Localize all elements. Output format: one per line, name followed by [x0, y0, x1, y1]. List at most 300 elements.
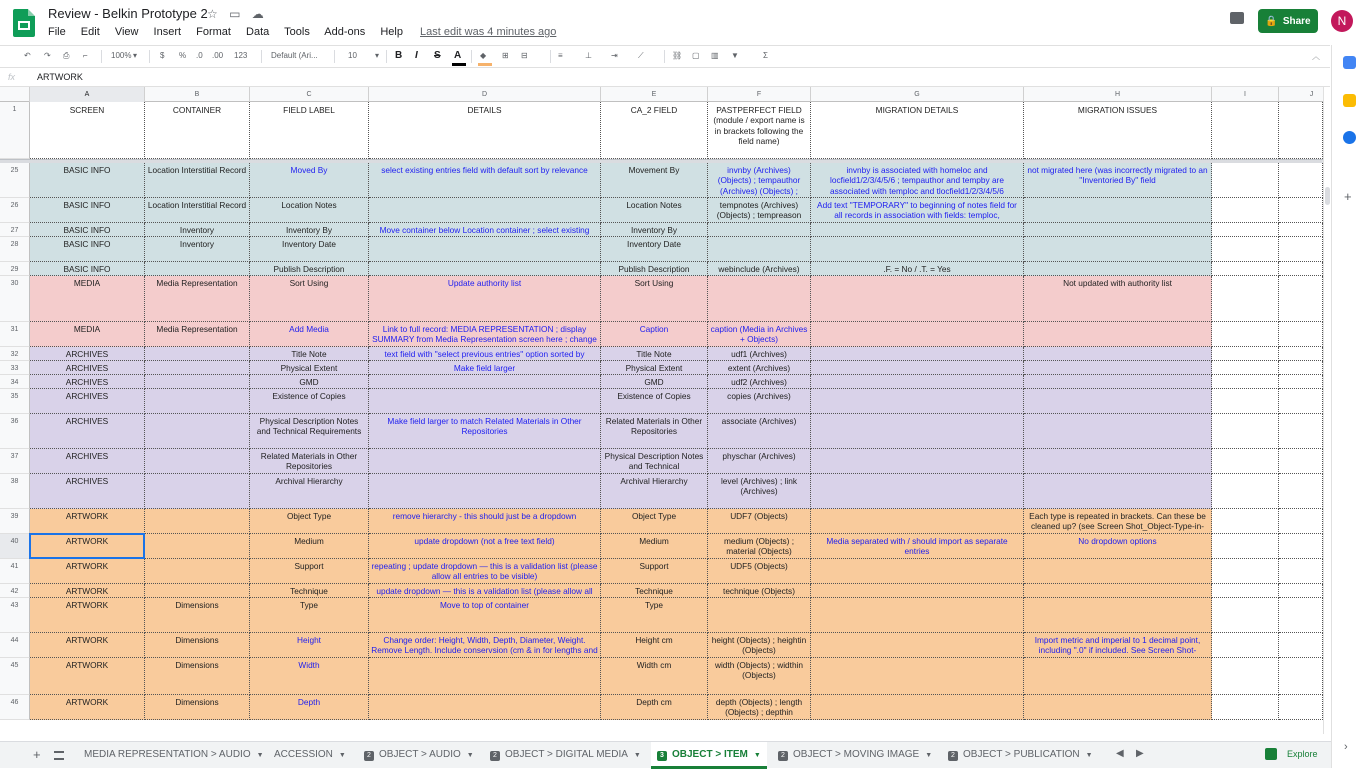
- menu-tools[interactable]: Tools: [284, 26, 310, 38]
- row-header[interactable]: 30: [0, 276, 30, 322]
- merge-cells-icon[interactable]: ⊟: [521, 51, 528, 60]
- cell-e[interactable]: Width cm: [601, 658, 708, 695]
- row-header[interactable]: 44: [0, 633, 30, 658]
- calendar-icon[interactable]: [1343, 56, 1356, 69]
- keep-icon[interactable]: [1343, 94, 1356, 107]
- cell-b[interactable]: Media Representation: [145, 322, 250, 347]
- cell-b[interactable]: [145, 534, 250, 559]
- cell-a[interactable]: ARTWORK: [30, 658, 145, 695]
- cell-g[interactable]: [811, 633, 1024, 658]
- cell-c[interactable]: Height: [250, 633, 369, 658]
- cell-h[interactable]: [1024, 198, 1212, 223]
- cell-i[interactable]: [1212, 449, 1279, 474]
- last-edit-link[interactable]: Last edit was 4 minutes ago: [420, 26, 557, 38]
- cell-c[interactable]: Existence of Copies: [250, 389, 369, 414]
- cell-c[interactable]: Physical Description Notes and Technical Requirements: [250, 414, 369, 449]
- bold-button[interactable]: B: [395, 50, 403, 61]
- cell-c[interactable]: Sort Using: [250, 276, 369, 322]
- cell-d[interactable]: repeating ; update dropdown — this is a validation list (please allow all entries to be visible): [369, 559, 601, 584]
- cell-a[interactable]: ARCHIVES: [30, 375, 145, 389]
- cell-i[interactable]: [1212, 361, 1279, 375]
- cell-h[interactable]: [1024, 375, 1212, 389]
- cell-i[interactable]: [1212, 474, 1279, 509]
- cell-a[interactable]: ARTWORK: [30, 559, 145, 584]
- cell-b[interactable]: Inventory: [145, 223, 250, 237]
- cell-c[interactable]: Medium: [250, 534, 369, 559]
- cell-j[interactable]: [1279, 347, 1323, 361]
- cell-i[interactable]: [1212, 237, 1279, 262]
- row-header[interactable]: 25: [0, 163, 30, 198]
- menu-addons[interactable]: Add-ons: [324, 26, 366, 38]
- cell-i[interactable]: [1212, 322, 1279, 347]
- column-header-g[interactable]: G: [811, 87, 1024, 102]
- insert-chart-icon[interactable]: ▥: [711, 51, 719, 60]
- cell-h[interactable]: Not updated with authority list: [1024, 276, 1212, 322]
- header-cell-a[interactable]: SCREEN: [30, 102, 145, 159]
- expand-panel-icon[interactable]: ›: [1344, 741, 1348, 753]
- column-header-d[interactable]: D: [369, 87, 601, 102]
- cell-d[interactable]: update dropdown (not a free text field): [369, 534, 601, 559]
- horizontal-align-icon[interactable]: ≡: [558, 51, 563, 60]
- cell-h[interactable]: [1024, 322, 1212, 347]
- cell-g[interactable]: Add text "TEMPORARY" to beginning of notes field for all records in association with fields: temploc,: [811, 198, 1024, 223]
- cell-a[interactable]: ARCHIVES: [30, 389, 145, 414]
- menu-insert[interactable]: Insert: [153, 26, 182, 38]
- cell-i[interactable]: [1212, 389, 1279, 414]
- share-button[interactable]: 🔒 Share: [1258, 9, 1318, 33]
- cell-h[interactable]: [1024, 449, 1212, 474]
- cell-d[interactable]: [369, 658, 601, 695]
- cell-g[interactable]: [811, 474, 1024, 509]
- cell-j[interactable]: [1279, 375, 1323, 389]
- insert-link-icon[interactable]: ⛓: [672, 51, 683, 60]
- cell-j[interactable]: [1279, 474, 1323, 509]
- cell-c[interactable]: Archival Hierarchy: [250, 474, 369, 509]
- cell-j[interactable]: [1279, 695, 1323, 720]
- header-cell-j[interactable]: [1279, 102, 1323, 159]
- cell-c[interactable]: Moved By: [250, 163, 369, 198]
- cell-b[interactable]: [145, 361, 250, 375]
- cell-c[interactable]: GMD: [250, 375, 369, 389]
- chevron-down-icon[interactable]: ▼: [466, 752, 474, 759]
- currency-format-button[interactable]: $: [160, 51, 165, 60]
- column-header-j[interactable]: J: [1279, 87, 1323, 102]
- cell-f[interactable]: invnby (Archives) (Objects) ; tempauthor (Archives) (Objects) ;: [708, 163, 811, 198]
- cell-b[interactable]: Location Interstitial Record: [145, 198, 250, 223]
- scroll-tabs-right-icon[interactable]: ▶: [1136, 748, 1144, 759]
- cell-j[interactable]: [1279, 198, 1323, 223]
- sheet-tab[interactable]: [772, 742, 938, 768]
- row-header[interactable]: 33: [0, 361, 30, 375]
- cell-a[interactable]: BASIC INFO: [30, 163, 145, 198]
- borders-icon[interactable]: ⊞: [502, 51, 509, 60]
- cell-g[interactable]: [811, 223, 1024, 237]
- cell-c[interactable]: Inventory Date: [250, 237, 369, 262]
- cell-j[interactable]: [1279, 414, 1323, 449]
- cell-c[interactable]: Object Type: [250, 509, 369, 534]
- cell-j[interactable]: [1279, 262, 1323, 276]
- row-header[interactable]: 42: [0, 584, 30, 598]
- cell-a[interactable]: ARTWORK: [30, 534, 145, 559]
- cell-g[interactable]: [811, 347, 1024, 361]
- row-header[interactable]: 34: [0, 375, 30, 389]
- cell-c[interactable]: Title Note: [250, 347, 369, 361]
- cell-d[interactable]: [369, 198, 601, 223]
- cell-i[interactable]: [1212, 276, 1279, 322]
- cell-e[interactable]: Location Notes: [601, 198, 708, 223]
- sheets-logo-icon[interactable]: [13, 9, 35, 37]
- cell-d[interactable]: Link to full record: MEDIA REPRESENTATION ; display SUMMARY from Media Representation screen here ; change: [369, 322, 601, 347]
- cell-b[interactable]: [145, 509, 250, 534]
- cell-i[interactable]: [1212, 414, 1279, 449]
- cell-d[interactable]: Move to top of container: [369, 598, 601, 633]
- cell-e[interactable]: Movement By: [601, 163, 708, 198]
- column-header-a[interactable]: A: [30, 87, 145, 102]
- cell-h[interactable]: [1024, 347, 1212, 361]
- cell-g[interactable]: invnby is associated with homeloc and locfield1/2/3/4/5/6 ; tempauthor and tempby are associated with temploc and tlocfield1/2/3/4/5/6: [811, 163, 1024, 198]
- row-header[interactable]: 28: [0, 237, 30, 262]
- cell-j[interactable]: [1279, 223, 1323, 237]
- cell-d[interactable]: Change order: Height, Width, Depth, Diameter, Weight. Remove Length. Include conservsion (cm & in for lengths and: [369, 633, 601, 658]
- cell-j[interactable]: [1279, 361, 1323, 375]
- cell-f[interactable]: udf1 (Archives): [708, 347, 811, 361]
- cell-e[interactable]: Archival Hierarchy: [601, 474, 708, 509]
- functions-icon[interactable]: Σ: [763, 51, 768, 60]
- cell-g[interactable]: [811, 584, 1024, 598]
- cell-j[interactable]: [1279, 389, 1323, 414]
- cell-a[interactable]: MEDIA: [30, 276, 145, 322]
- cell-f[interactable]: [708, 223, 811, 237]
- menu-edit[interactable]: Edit: [80, 26, 100, 38]
- cell-j[interactable]: [1279, 322, 1323, 347]
- vertical-align-icon[interactable]: ⊥: [585, 51, 592, 60]
- row-header[interactable]: 43: [0, 598, 30, 633]
- cell-a[interactable]: ARCHIVES: [30, 414, 145, 449]
- cell-f[interactable]: width (Objects) ; widthin (Objects): [708, 658, 811, 695]
- cell-b[interactable]: Dimensions: [145, 598, 250, 633]
- sheet-tab[interactable]: [78, 742, 270, 768]
- header-cell-d[interactable]: DETAILS: [369, 102, 601, 159]
- cell-g[interactable]: .F. = No / .T. = Yes: [811, 262, 1024, 276]
- text-wrap-icon[interactable]: ⇥: [611, 51, 618, 60]
- font-select[interactable]: Default (Ari...: [271, 51, 318, 60]
- cell-f[interactable]: UDF5 (Objects): [708, 559, 811, 584]
- cell-f[interactable]: level (Archives) ; link (Archives): [708, 474, 811, 509]
- cell-j[interactable]: [1279, 534, 1323, 559]
- cell-i[interactable]: [1212, 198, 1279, 223]
- cell-d[interactable]: [369, 695, 601, 720]
- sheet-tab[interactable]: [651, 742, 767, 769]
- text-rotate-icon[interactable]: ⟋: [638, 51, 644, 60]
- cell-d[interactable]: Make field larger: [369, 361, 601, 375]
- cell-j[interactable]: [1279, 633, 1323, 658]
- cell-c[interactable]: Support: [250, 559, 369, 584]
- cell-h[interactable]: [1024, 695, 1212, 720]
- sheet-tab[interactable]: [358, 742, 480, 768]
- cell-h[interactable]: [1024, 237, 1212, 262]
- cell-c[interactable]: Publish Description: [250, 262, 369, 276]
- header-cell-c[interactable]: FIELD LABEL: [250, 102, 369, 159]
- cell-e[interactable]: GMD: [601, 375, 708, 389]
- cell-a[interactable]: ARTWORK: [30, 509, 145, 534]
- menu-help[interactable]: Help: [380, 26, 403, 38]
- cell-f[interactable]: technique (Objects): [708, 584, 811, 598]
- cell-i[interactable]: [1212, 559, 1279, 584]
- row-header[interactable]: 27: [0, 223, 30, 237]
- chevron-down-icon[interactable]: ▼: [338, 752, 346, 759]
- cell-d[interactable]: [369, 375, 601, 389]
- cell-f[interactable]: associate (Archives): [708, 414, 811, 449]
- cell-g[interactable]: [811, 276, 1024, 322]
- cell-i[interactable]: [1212, 262, 1279, 276]
- cell-i[interactable]: [1212, 163, 1279, 198]
- avatar[interactable]: N: [1331, 10, 1353, 32]
- header-cell-h[interactable]: MIGRATION ISSUES: [1024, 102, 1212, 159]
- cell-h[interactable]: [1024, 262, 1212, 276]
- frozen-row-divider[interactable]: [0, 159, 1323, 163]
- cell-j[interactable]: [1279, 658, 1323, 695]
- cell-i[interactable]: [1212, 534, 1279, 559]
- cell-f[interactable]: udf2 (Archives): [708, 375, 811, 389]
- cell-i[interactable]: [1212, 598, 1279, 633]
- cell-f[interactable]: medium (Objects) ; material (Objects): [708, 534, 811, 559]
- row-header[interactable]: 31: [0, 322, 30, 347]
- row-header[interactable]: 32: [0, 347, 30, 361]
- cell-i[interactable]: [1212, 509, 1279, 534]
- cell-h[interactable]: not migrated here (was incorrectly migrated to an "Inventoried By" field: [1024, 163, 1212, 198]
- cell-h[interactable]: [1024, 658, 1212, 695]
- font-size-select[interactable]: 10: [348, 51, 357, 60]
- cell-f[interactable]: [708, 598, 811, 633]
- cell-e[interactable]: Height cm: [601, 633, 708, 658]
- sheet-tab[interactable]: [484, 742, 647, 768]
- cell-d[interactable]: Make field larger to match Related Materials in Other Repositories: [369, 414, 601, 449]
- chevron-down-icon[interactable]: ▼: [256, 752, 264, 759]
- cell-c[interactable]: Inventory By: [250, 223, 369, 237]
- header-cell-f[interactable]: PASTPERFECT FIELD (module / export name is in brackets following the field name): [708, 102, 811, 159]
- move-folder-icon[interactable]: ▭: [229, 7, 241, 21]
- cell-c[interactable]: Related Materials in Other Repositories: [250, 449, 369, 474]
- sheet-tab[interactable]: [268, 742, 352, 768]
- cell-e[interactable]: Publish Description: [601, 262, 708, 276]
- cell-b[interactable]: [145, 389, 250, 414]
- cell-g[interactable]: [811, 361, 1024, 375]
- cell-f[interactable]: depth (Objects) ; length (Objects) ; depthin: [708, 695, 811, 720]
- more-formats-button[interactable]: 123: [234, 51, 248, 60]
- row-header[interactable]: 40: [0, 534, 30, 559]
- cell-h[interactable]: Each type is repeated in brackets. Can these be cleaned up? (see Screen Shot_Object-Type-in-: [1024, 509, 1212, 534]
- row-header[interactable]: 1: [0, 102, 30, 159]
- cell-j[interactable]: [1279, 163, 1323, 198]
- cell-e[interactable]: Support: [601, 559, 708, 584]
- cell-f[interactable]: tempnotes (Archives) (Objects) ; tempreason: [708, 198, 811, 223]
- row-header[interactable]: 35: [0, 389, 30, 414]
- cell-b[interactable]: Location Interstitial Record: [145, 163, 250, 198]
- cell-h[interactable]: [1024, 559, 1212, 584]
- cell-i[interactable]: [1212, 584, 1279, 598]
- scroll-tabs-left-icon[interactable]: ◀: [1116, 748, 1124, 759]
- cell-c[interactable]: Location Notes: [250, 198, 369, 223]
- cell-e[interactable]: Type: [601, 598, 708, 633]
- cell-d[interactable]: update dropdown — this is a validation list (please allow all: [369, 584, 601, 598]
- cell-b[interactable]: [145, 474, 250, 509]
- cell-j[interactable]: [1279, 237, 1323, 262]
- cell-b[interactable]: [145, 414, 250, 449]
- star-icon[interactable]: ☆: [207, 7, 218, 21]
- cell-a[interactable]: BASIC INFO: [30, 223, 145, 237]
- zoom-select[interactable]: 100%: [111, 51, 132, 60]
- header-cell-e[interactable]: CA_2 FIELD: [601, 102, 708, 159]
- filter-icon[interactable]: ▼: [731, 51, 739, 60]
- row-header[interactable]: 36: [0, 414, 30, 449]
- column-header-b[interactable]: B: [145, 87, 250, 102]
- cell-i[interactable]: [1212, 658, 1279, 695]
- cell-h[interactable]: Import metric and imperial to 1 decimal point, including ".0" if included. See Screen Shot-: [1024, 633, 1212, 658]
- cell-a[interactable]: ARTWORK: [30, 598, 145, 633]
- row-header[interactable]: 37: [0, 449, 30, 474]
- cell-d[interactable]: [369, 389, 601, 414]
- all-sheets-icon[interactable]: [54, 751, 64, 760]
- cell-a[interactable]: ARTWORK: [30, 695, 145, 720]
- chevron-down-icon[interactable]: ▼: [633, 752, 641, 759]
- cell-j[interactable]: [1279, 559, 1323, 584]
- cell-g[interactable]: [811, 449, 1024, 474]
- cell-f[interactable]: height (Objects) ; heightin (Objects): [708, 633, 811, 658]
- strikethrough-button[interactable]: S: [434, 50, 441, 61]
- cell-a[interactable]: ARCHIVES: [30, 474, 145, 509]
- cloud-status-icon[interactable]: ☁: [251, 7, 264, 21]
- cell-e[interactable]: Sort Using: [601, 276, 708, 322]
- menu-format[interactable]: Format: [196, 26, 231, 38]
- header-cell-g[interactable]: MIGRATION DETAILS: [811, 102, 1024, 159]
- cell-a[interactable]: BASIC INFO: [30, 198, 145, 223]
- cell-i[interactable]: [1212, 375, 1279, 389]
- cell-e[interactable]: Inventory By: [601, 223, 708, 237]
- cell-f[interactable]: caption (Media in Archives + Objects): [708, 322, 811, 347]
- cell-e[interactable]: Physical Extent: [601, 361, 708, 375]
- cell-i[interactable]: [1212, 695, 1279, 720]
- row-header[interactable]: 46: [0, 695, 30, 720]
- cell-a[interactable]: ARCHIVES: [30, 449, 145, 474]
- cell-g[interactable]: [811, 414, 1024, 449]
- cell-e[interactable]: Depth cm: [601, 695, 708, 720]
- cell-b[interactable]: [145, 375, 250, 389]
- cell-j[interactable]: [1279, 509, 1323, 534]
- cell-a[interactable]: MEDIA: [30, 322, 145, 347]
- cell-e[interactable]: Medium: [601, 534, 708, 559]
- cell-d[interactable]: [369, 262, 601, 276]
- cell-c[interactable]: Add Media: [250, 322, 369, 347]
- document-title[interactable]: Review - Belkin Prototype 2: [48, 6, 208, 21]
- cell-a[interactable]: ARTWORK: [30, 584, 145, 598]
- cell-a[interactable]: ARTWORK: [30, 633, 145, 658]
- chevron-down-icon[interactable]: ▼: [1085, 752, 1093, 759]
- cell-i[interactable]: [1212, 223, 1279, 237]
- header-cell-i[interactable]: [1212, 102, 1279, 159]
- add-addon-icon[interactable]: +: [1344, 189, 1352, 204]
- comment-history-icon[interactable]: [1230, 12, 1244, 24]
- cell-d[interactable]: remove hierarchy - this should just be a dropdown: [369, 509, 601, 534]
- menu-file[interactable]: File: [48, 26, 66, 38]
- cell-b[interactable]: Inventory: [145, 237, 250, 262]
- cell-e[interactable]: Existence of Copies: [601, 389, 708, 414]
- text-color-button[interactable]: A: [454, 50, 462, 61]
- cell-g[interactable]: [811, 322, 1024, 347]
- column-header-h[interactable]: H: [1024, 87, 1212, 102]
- cell-g[interactable]: [811, 237, 1024, 262]
- cell-h[interactable]: [1024, 584, 1212, 598]
- row-header[interactable]: 41: [0, 559, 30, 584]
- italic-button[interactable]: I: [415, 50, 418, 61]
- cell-d[interactable]: Move container below Location container ; select existing: [369, 223, 601, 237]
- cell-e[interactable]: Technique: [601, 584, 708, 598]
- cell-h[interactable]: [1024, 598, 1212, 633]
- cell-a[interactable]: ARCHIVES: [30, 361, 145, 375]
- insert-comment-icon[interactable]: ▢: [692, 51, 700, 60]
- cell-a[interactable]: BASIC INFO: [30, 262, 145, 276]
- cell-b[interactable]: Dimensions: [145, 658, 250, 695]
- cell-d[interactable]: select existing entries field with default sort by relevance: [369, 163, 601, 198]
- cell-f[interactable]: extent (Archives): [708, 361, 811, 375]
- cell-b[interactable]: [145, 584, 250, 598]
- cell-g[interactable]: [811, 389, 1024, 414]
- vertical-scrollbar[interactable]: [1323, 87, 1331, 734]
- row-header[interactable]: 45: [0, 658, 30, 695]
- increase-decimal-button[interactable]: .00: [212, 51, 224, 60]
- cell-d[interactable]: [369, 474, 601, 509]
- row-header[interactable]: 38: [0, 474, 30, 509]
- column-header-i[interactable]: I: [1212, 87, 1279, 102]
- row-header[interactable]: 29: [0, 262, 30, 276]
- row-header[interactable]: 26: [0, 198, 30, 223]
- cell-c[interactable]: Technique: [250, 584, 369, 598]
- cell-c[interactable]: Width: [250, 658, 369, 695]
- cell-c[interactable]: Type: [250, 598, 369, 633]
- cell-c[interactable]: Physical Extent: [250, 361, 369, 375]
- cell-h[interactable]: [1024, 223, 1212, 237]
- add-sheet-icon[interactable]: +: [33, 747, 41, 762]
- column-header-f[interactable]: F: [708, 87, 811, 102]
- print-icon[interactable]: ⎙: [63, 51, 70, 60]
- undo-icon[interactable]: ↶: [24, 51, 31, 60]
- cell-d[interactable]: [369, 237, 601, 262]
- cell-i[interactable]: [1212, 347, 1279, 361]
- cell-g[interactable]: [811, 695, 1024, 720]
- select-all-corner[interactable]: [0, 87, 30, 102]
- chevron-down-icon[interactable]: ▼: [925, 752, 933, 759]
- menu-view[interactable]: View: [114, 26, 139, 38]
- cell-a[interactable]: ARCHIVES: [30, 347, 145, 361]
- cell-h[interactable]: [1024, 474, 1212, 509]
- sheet-tab[interactable]: [942, 742, 1099, 768]
- cell-b[interactable]: Dimensions: [145, 633, 250, 658]
- cell-h[interactable]: [1024, 389, 1212, 414]
- cell-g[interactable]: [811, 658, 1024, 695]
- scrollbar-thumb[interactable]: [1325, 187, 1330, 205]
- menu-data[interactable]: Data: [246, 26, 270, 38]
- cell-e[interactable]: Caption: [601, 322, 708, 347]
- cell-h[interactable]: [1024, 414, 1212, 449]
- cell-j[interactable]: [1279, 584, 1323, 598]
- percent-format-button[interactable]: %: [179, 51, 187, 60]
- cell-j[interactable]: [1279, 598, 1323, 633]
- cell-f[interactable]: UDF7 (Objects): [708, 509, 811, 534]
- redo-icon[interactable]: ↷: [44, 51, 51, 60]
- cell-f[interactable]: [708, 276, 811, 322]
- collapse-toolbar-icon[interactable]: ︿: [1312, 52, 1320, 61]
- cell-c[interactable]: Depth: [250, 695, 369, 720]
- cell-b[interactable]: [145, 559, 250, 584]
